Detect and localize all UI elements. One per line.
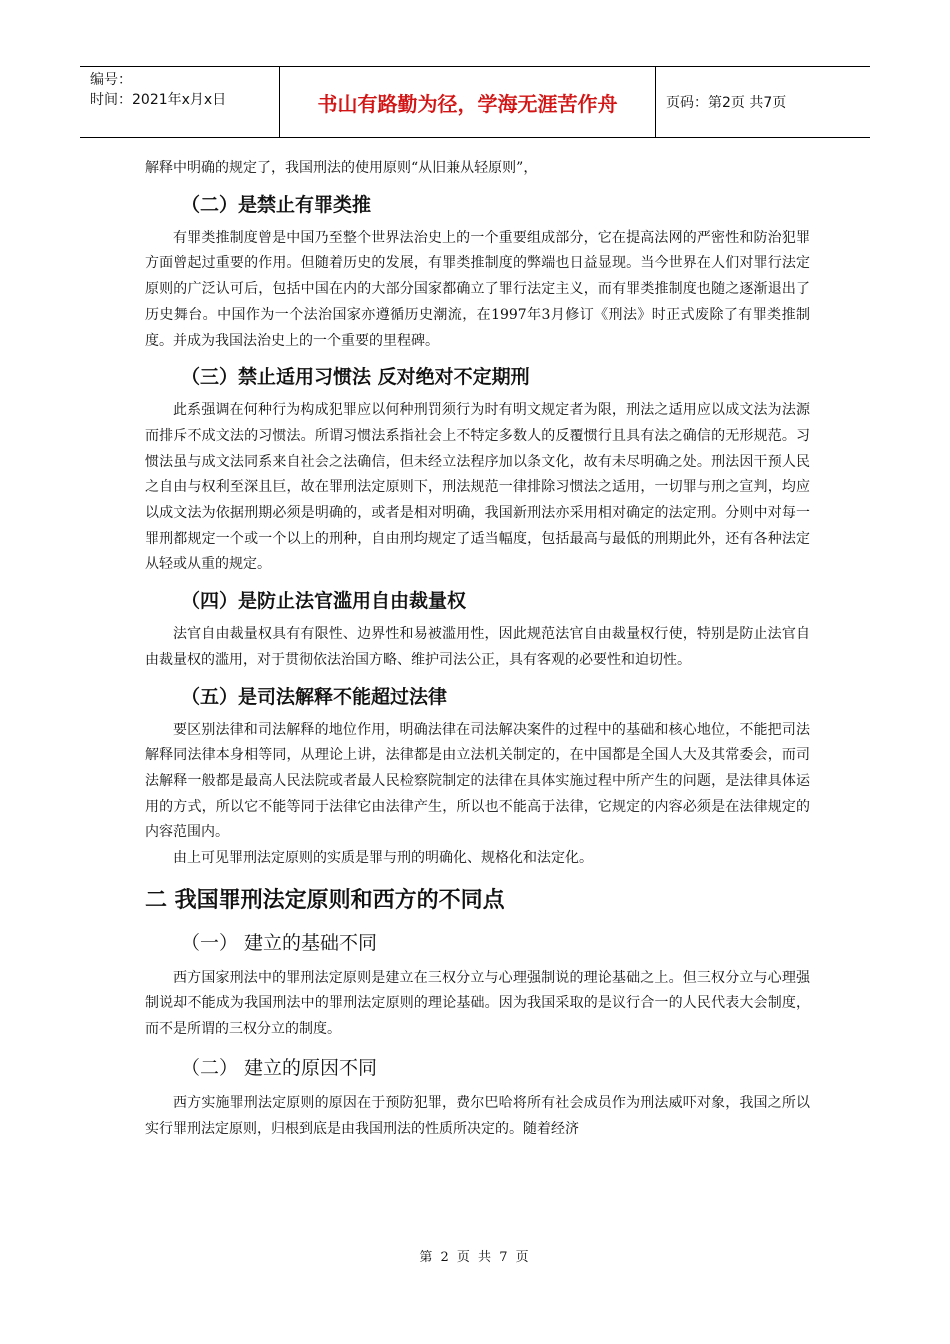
- document-date: 时间：2021年x月x日: [90, 92, 227, 108]
- section-heading: （二） 建立的原因不同: [181, 1056, 378, 1079]
- paragraph: 解释中明确的规定了，我国刑法的使用原则“从旧兼从轻原则”，: [145, 160, 538, 176]
- header-meta: [80, 67, 280, 137]
- section-heading: （一） 建立的基础不同: [181, 931, 378, 954]
- section-heading: （三）禁止适用习惯法 反对绝对不定期刑: [181, 366, 530, 389]
- chapter-heading: 二 我国罪刑法定原则和西方的不同点: [145, 887, 505, 913]
- page-footer: 第 2 页 共 7 页: [419, 1250, 531, 1265]
- section-heading: （二）是禁止有罪类推: [181, 193, 372, 216]
- paragraph: 要区别法律和司法解释的地位作用，明确法律在司法解决案件的过程中的基础和核心地位，不能把司法解释同法律本身相等同，从理论上讲，法律都是由立法机关制定的，在中国都是全国人大及其常委会，而司法解释一般都是最高人民法院或者最人民检察院制定的法律在具体实施过程中所产生的问题，是法律具体运用的方式，所以它不能等同于法律它由法律产生，所以也不能高于法律，它规定的内容必须是在法律规定的内容范围内。: [145, 721, 810, 841]
- section-heading: （四）是防止法官滥用自由裁量权: [181, 590, 467, 613]
- section-heading: （五）是司法解释不能超过法律: [181, 685, 448, 708]
- document-number: 编号：: [90, 72, 132, 88]
- paragraph: 西方国家刑法中的罪刑法定原则是建立在三权分立与心理强制说的理论基础之上。但三权分立与心理强制说却不能成为我国刑法中的罪刑法定原则的理论基础。因为我国采取的是议行合一的人民代表大会制度，而不是所谓的三权分立的制度。: [145, 969, 810, 1038]
- paragraph: 法官自由裁量权具有有限性、边界性和易被滥用性，因此规范法官自由裁量权行使，特别是防止法官自由裁量权的滥用，对于贯彻依法治国方略、维护司法公正，具有客观的必要性和迫切性。: [145, 626, 810, 668]
- paragraph: 西方实施罪刑法定原则的原因在于预防犯罪，费尔巴哈将所有社会成员作为刑法威吓对象，我国之所以实行罪刑法定原则，归根到底是由我国刑法的性质所决定的。随着经济: [145, 1094, 810, 1137]
- page-header: [80, 66, 870, 138]
- document-body: [145, 156, 810, 1142]
- paragraph: 有罪类推制度曾是中国乃至整个世界法治史上的一个重要组成部分，它在提高法网的严密性和防治犯罪方面曾起过重要的作用。但随着历史的发展，有罪类推制度的弊端也日益显现。当今世界在人们对罪行法定原则的广泛认可后，包括中国在内的大部分国家都确立了罪行法定主义，而有罪类推制度也随之逐渐退出了历史舞台。中国作为一个法治国家亦遵循历史潮流，在1997年3月修订《刑法》时正式废除了有罪类推制度。并成为我国法治史上的一个重要的里程碑。: [145, 229, 810, 349]
- paragraph: 此系强调在何种行为构成犯罪应以何种刑罚须行为时有明文规定者为限，刑法之适用应以成文法为法源而排斥不成文法的习惯法。所谓习惯法系指社会上不特定多数人的反覆惯行且具有法之确信的无形规范。习惯法虽与成文法同系来自社会之法确信，但未经立法程序加以条文化，故有未尽明确之处。刑法因干预人民之自由与权利至深且巨，故在罪刑法定原则下，刑法规范一律排除习惯法之适用，一切罪与刑之宣判，均应以成文法为依据刑期必须是明确的，或者是相对明确，我国新刑法亦采用相对确定的法定刑。分则中对每一罪刑都规定一个或一个以上的刑种，自由刑均规定了适当幅度，包括最高与最低的刑期此外，还有各种法定从轻或从重的规定。: [145, 402, 810, 573]
- header-page-number: 页码：第2页 共7页: [666, 95, 787, 111]
- paragraph: 由上可见罪刑法定原则的实质是罪与刑的明确化、规格化和法定化。: [173, 850, 593, 867]
- header-motto: 书山有路勤为径，学海无涯苦作舟: [280, 67, 656, 137]
